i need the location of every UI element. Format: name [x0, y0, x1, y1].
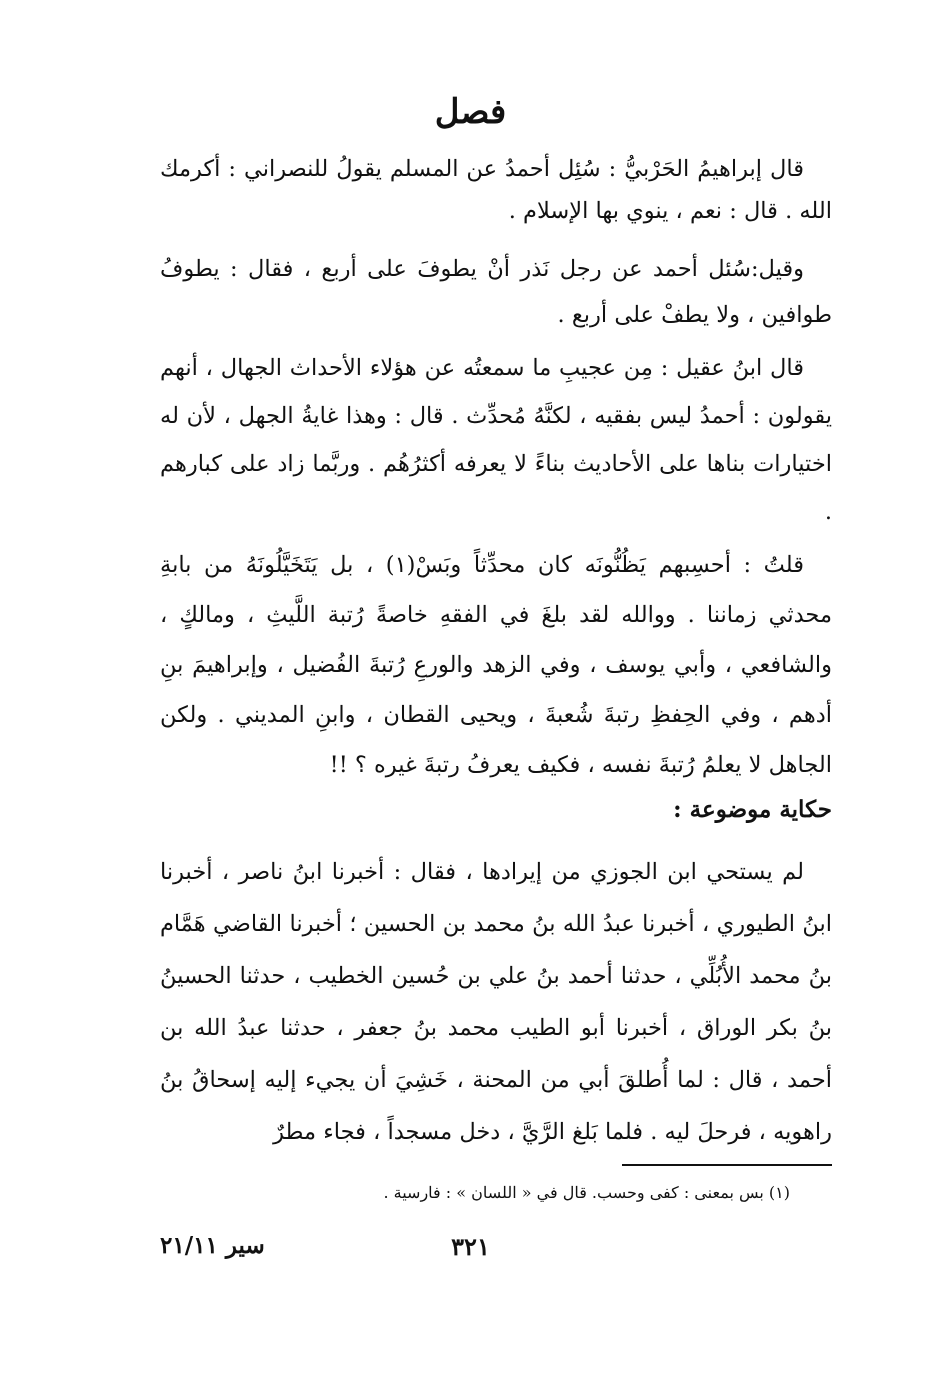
paragraph-narration: لم يستحي ابن الجوزي من إيرادها ، فقال : أخبرنا ابنُ ناصر ، أخبرنا ابنُ الطيوري ، أخبرنا عبدُ الله بنُ محمد بن الحسين ؛ أخبرنا القاضي هَمَّام بنُ محمد الأُبُلِّي ، حدثنا أحمد بنُ علي بن حُسين الخطيب ، حدثنا الحسينُ بنُ بكر الوراق ، أخبرنا أبو الطيب محمد بنُ جعفر ، حدثنا عبدُ الله بن أحمد ، قال : لما أُطلقَ أبي من المحنة ، خَشِيَ أن يجيء إليه إسحاقُ بنُ راهويه ، فرحلَ ليه . فلما بَلغ الرَّيَّ ، دخل مسجداً ، فجاء مطرٌ [160, 859, 832, 1145]
paragraph-harbi: قال إبراهيمُ الحَرْبيُّ : سُئِل أحمدُ عن المسلم يقولُ للنصراني : أكرمك الله . قال : نعم ، ينوي بها الإسلام . [160, 156, 832, 224]
section-heading: حكاية موضوعة : [673, 796, 832, 823]
paragraph-ibn-aqil: قال ابنُ عقيل : مِن عجيبِ ما سمعتُه عن هؤلاء الأحداث الجهال ، أنهم يقولون : أحمدُ ليس بفقيه ، لكنَّهُ مُحدِّث . قال : وهذا غايةُ الجهل ، لأن له اختيارات بناها على الأحاديث بناءً لا يعرفه أكثرُهُم . وربَّما زاد على كبارهم . [160, 355, 832, 525]
footnote: (١) بس بمعنى : كفى وحسب. قال في « اللسان » : فارسية . [383, 1183, 790, 1202]
chapter-title: فصل [434, 92, 507, 132]
footnote-divider [622, 1164, 832, 1166]
paragraph-author-comment: قلتُ : أحسِبهم يَظُنُّونَه كان محدِّثاً وبَسْ(١) ، بل يَتَخَيَّلُونَهُ من بابةِ محدثي زماننا . ووالله لقد بلغَ في الفقهِ خاصةً رُتبة اللَّيثِ ، ومالكٍ ، والشافعي ، وأبي يوسف ، وفي الزهد والورعِ رُتبةَ الفُضيل ، وإبراهيمَ بنِ أدهم ، وفي الحِفظِ رتبةَ شُعبةَ ، ويحيى القطان ، وابنِ المديني . ولكن الجاهل لا يعلمُ رُتبةَ نفسه ، فكيف يعرفُ رتبةَ غيره ؟ !! [160, 552, 832, 778]
printer-signature: سير ٢١/١١ [160, 1232, 265, 1259]
page-number: ٣٢١ [451, 1232, 490, 1261]
paragraph-vow: وقيل:سُئل أحمد عن رجل نَذر أنْ يطوفَ على أربع ، فقال : يطوفُ طوافين ، ولا يطفْ على أربع . [160, 256, 832, 328]
